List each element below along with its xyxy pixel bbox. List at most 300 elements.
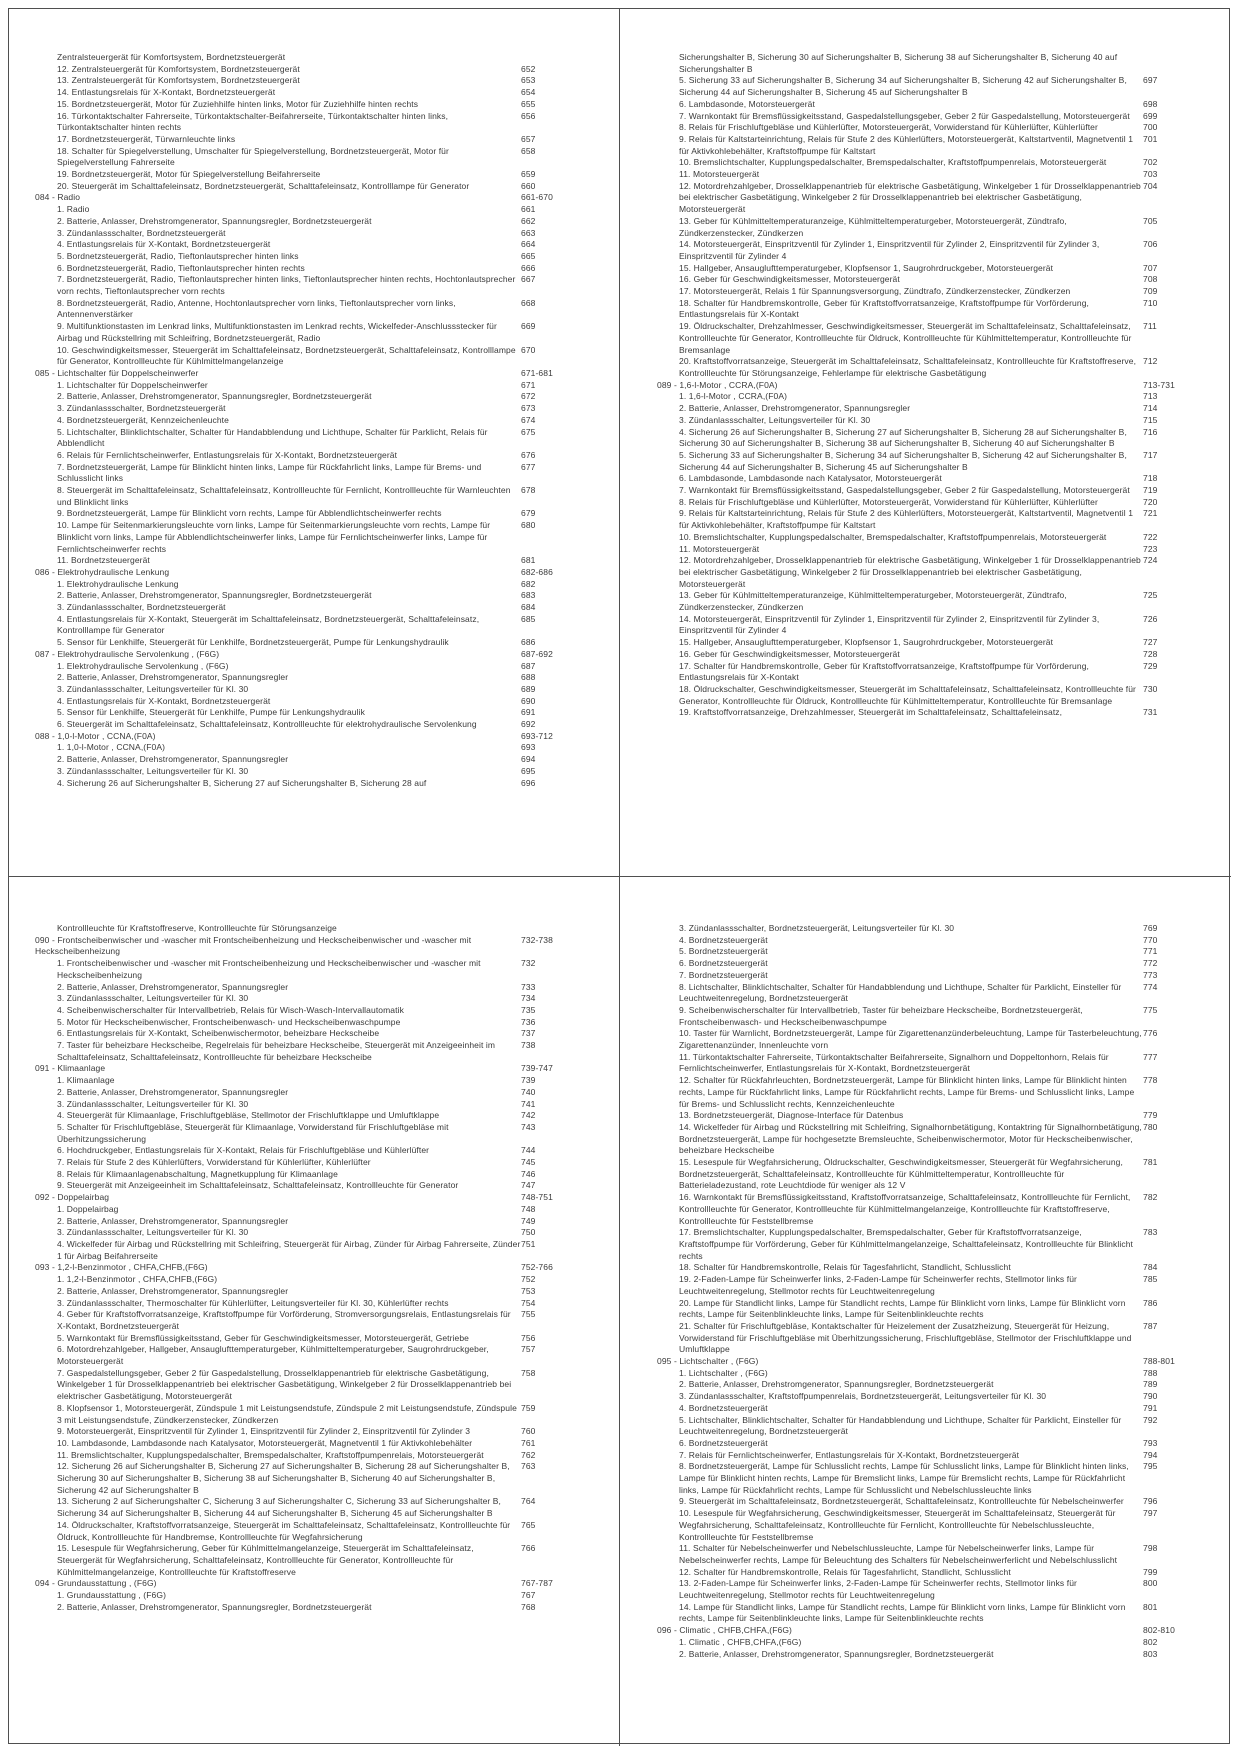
entry-page-number: 703 xyxy=(1143,169,1158,180)
entry-text: 088 - 1,0-l-Motor , CCNA,(F0A) xyxy=(35,730,156,741)
index-entry xyxy=(35,1040,556,1063)
entry-page-number: 683 xyxy=(521,590,536,601)
entry-page-number: 669 xyxy=(521,321,536,332)
index-entry xyxy=(35,1450,556,1462)
entry-text: 7. Bordnetzsteuergerät, Lampe für Blinklicht hinten links, Lampe für Rückfahrlicht links, Lampe für Brems- und Schlusslicht links xyxy=(57,461,482,484)
index-entry xyxy=(35,1333,556,1345)
entry-page-number: 661-670 xyxy=(521,192,553,203)
entry-text: 7. Relais für Fernlichtscheinwerfer, Entlastungsrelais für X-Kontakt, Bordnetzsteuergerät xyxy=(679,1449,1020,1460)
entry-text: 2. Batterie, Anlasser, Drehstromgenerator, Spannungsregler xyxy=(679,403,911,414)
entry-page-number: 670 xyxy=(521,344,536,355)
entry-text: 2. Batterie, Anlasser, Drehstromgenerator, Spannungsregler xyxy=(57,754,289,765)
index-section-header xyxy=(657,1625,1178,1637)
entry-text: 3. Zündanlassschalter, Thermoschalter für Kühlerlüfter, Leitungsverteiler für Kl. 30, Kühlerlüfter rechts xyxy=(57,1297,449,1308)
entry-page-number: 794 xyxy=(1143,1449,1158,1460)
index-entry xyxy=(657,403,1178,415)
index-entry xyxy=(657,157,1178,169)
entry-text: 2. Batterie, Anlasser, Drehstromgenerator, Spannungsregler, Bordnetzsteuergerät xyxy=(57,1601,372,1612)
entry-page-number: 676 xyxy=(521,449,536,460)
entry-page-number: 679 xyxy=(521,508,536,519)
entry-text: 7. Gaspedalstellungsgeber, Geber 2 für Gaspedalstellung, Drosselklappenantrieb für elektrische Gasbetätigung, Winkelgeber 1 für Drosselklappenantrieb bei elektrischer Gasbetätigung, Winkelgeber 2 für Drosselklappenantrieb bei elektrischer Gasbetätigung, Motorsteuergerät xyxy=(57,1367,512,1402)
entry-text: 3. Zündanlassschalter, Leitungsverteiler für Kl. 30 xyxy=(679,414,871,425)
index-entry xyxy=(35,403,556,415)
index-entry xyxy=(657,1403,1178,1415)
entry-page-number: 761 xyxy=(521,1437,536,1448)
index-entry xyxy=(657,216,1178,239)
entry-page-number: 691 xyxy=(521,707,536,718)
index-entry xyxy=(35,1520,556,1543)
entry-page-number: 737 xyxy=(521,1028,536,1039)
entry-page-number: 674 xyxy=(521,414,536,425)
page-top-left xyxy=(35,52,556,789)
entry-page-number: 721 xyxy=(1143,508,1158,519)
entry-page-number: 781 xyxy=(1143,1157,1158,1168)
index-entry xyxy=(657,391,1178,403)
entry-text: 11. Motorsteuergerät xyxy=(679,169,760,180)
entry-text: 085 - Lichtschalter für Doppelscheinwerfer xyxy=(35,367,199,378)
entry-page-number: 801 xyxy=(1143,1601,1158,1612)
entry-page-number: 738 xyxy=(521,1040,536,1051)
index-entry xyxy=(35,590,556,602)
entry-text: 2. Batterie, Anlasser, Drehstromgenerator, Spannungsregler, Bordnetzsteuergerät xyxy=(679,1379,994,1390)
entry-text: 8. Relais für Frischluftgebläse und Kühlerlüfter, Motorsteuergerät, Vorwiderstand für Kühlerlüfter, Kühlerlüfter xyxy=(679,122,1098,133)
entry-page-number: 759 xyxy=(521,1402,536,1413)
index-section-header xyxy=(35,1578,556,1590)
entry-page-number: 733 xyxy=(521,981,536,992)
entry-text: 3. Zündanlassschalter, Bordnetzsteuergerät xyxy=(57,403,226,414)
index-entry xyxy=(657,321,1178,356)
entry-text: 14. Lampe für Standlicht links, Lampe für Standlicht rechts, Lampe für Blinklicht vorn links, Lampe für Blinklicht vorn rechts, Lampe für Seitenblinkleuchte links, Lampe für Seitenblinkleuchte rechts xyxy=(679,1601,1126,1624)
entry-page-number: 690 xyxy=(521,695,536,706)
entry-text: 21. Schalter für Frischluftgebläse, Kontaktschalter für Heizelement der Zusatzheizung, Steuergerät für Heizung, Vorwiderstand für Frischluftgebläse mit Überhitzungssicherung, Frischluftgebläse, Stellmotor der Frischluftklappe und Umluftklappe xyxy=(679,1320,1132,1355)
entry-page-number: 658 xyxy=(521,145,536,156)
entry-page-number: 709 xyxy=(1143,286,1158,297)
index-entry xyxy=(657,1438,1178,1450)
entry-page-number: 704 xyxy=(1143,180,1158,191)
entry-text: 20. Lampe für Standlicht links, Lampe für Standlicht rechts, Lampe für Blinklicht vorn links, Lampe für Blinklicht vorn rechts, Lampe für Seitenblinkleuchte links, Lampe für Seitenblinkleuchte rechts xyxy=(679,1297,1126,1320)
index-entry xyxy=(657,1262,1178,1274)
entry-text: 8. Relais für Frischluftgebläse und Kühlerlüfter, Motorsteuergerät, Vorwiderstand für Kühlerlüfter, Kühlerlüfter xyxy=(679,496,1098,507)
entry-text: 9. Steuergerät mit Anzeigeeinheit im Schalttafeleinsatz, Schalttafeleinsatz, Kontrollleuchte für Generator xyxy=(57,1180,459,1191)
entry-page-number: 668 xyxy=(521,297,536,308)
entry-text: 5. Warnkontakt für Bremsflüssigkeitsstand, Geber für Geschwindigkeitsmesser, Motorsteuergerät, Getriebe xyxy=(57,1332,470,1343)
index-entry xyxy=(35,1099,556,1111)
index-entry xyxy=(35,1087,556,1099)
entry-page-number: 752-766 xyxy=(521,1262,553,1273)
entry-text: 16. Türkontaktschalter Fahrerseite, Türkontaktschalter-Beifahrerseite, Türkontaktschalter hinten links, Türkontaktschalter hinten rechts xyxy=(57,110,449,133)
entry-page-number: 795 xyxy=(1143,1461,1158,1472)
index-entry xyxy=(657,75,1178,98)
index-entry xyxy=(35,602,556,614)
entry-text: 4. Bordnetzsteuergerät xyxy=(679,1402,768,1413)
entry-page-number: 665 xyxy=(521,250,536,261)
entry-text: 5. Bordnetzsteuergerät, Radio, Tieftonlautsprecher hinten links xyxy=(57,250,299,261)
entry-page-number: 739 xyxy=(521,1075,536,1086)
entry-page-number: 728 xyxy=(1143,648,1158,659)
entry-page-number: 800 xyxy=(1143,1578,1158,1589)
entry-page-number: 692 xyxy=(521,719,536,730)
index-entry xyxy=(35,321,556,344)
page-bottom-left xyxy=(35,923,556,1613)
entry-page-number: 735 xyxy=(521,1004,536,1015)
entry-text: 9. Bordnetzsteuergerät, Lampe für Blinklicht vorn rechts, Lampe für Abblendlichtscheinwerfer rechts xyxy=(57,508,442,519)
entry-page-number: 698 xyxy=(1143,98,1158,109)
entry-page-number: 799 xyxy=(1143,1566,1158,1577)
entry-page-number: 745 xyxy=(521,1157,536,1168)
index-entry xyxy=(35,274,556,297)
entry-text: 14. Motorsteuergerät, Einspritzventil für Zylinder 1, Einspritzventil für Zylinder 2, Einspritzventil für Zylinder 3, Einspritzventil für Zylinder 4 xyxy=(679,239,1100,261)
entry-text: 6. Entlastungsrelais für X-Kontakt, Scheibenwischermotor, beheizbare Heckscheibe xyxy=(57,1028,380,1039)
index-entry xyxy=(657,427,1178,450)
entry-page-number: 687-692 xyxy=(521,648,553,659)
entry-page-number: 747 xyxy=(521,1180,536,1191)
entry-page-number: 681 xyxy=(521,555,536,566)
entry-page-number: 666 xyxy=(521,262,536,273)
entry-text: 5. Bordnetzsteuergerät xyxy=(679,946,768,957)
entry-text: 2. Batterie, Anlasser, Drehstromgenerator, Spannungsregler xyxy=(57,1215,289,1226)
index-entry xyxy=(35,993,556,1005)
index-entry xyxy=(35,661,556,673)
index-entry xyxy=(35,99,556,111)
entry-text: 087 - Elektrohydraulische Servolenkung , (F6G) xyxy=(35,648,220,659)
entry-page-number: 712 xyxy=(1143,356,1158,367)
entry-page-number: 754 xyxy=(521,1297,536,1308)
index-entry xyxy=(35,1028,556,1040)
index-entry xyxy=(35,345,556,368)
entry-page-number: 768 xyxy=(521,1601,536,1612)
entry-page-number: 713 xyxy=(1143,391,1158,402)
index-entry xyxy=(657,590,1178,613)
entry-text: 6. Hochdruckgeber, Entlastungsrelais für X-Kontakt, Relais für Frischluftgebläse und Kühlerlüfter xyxy=(57,1145,430,1156)
entry-text: 3. Zündanlassschalter, Leitungsverteiler für Kl. 30 xyxy=(57,1098,249,1109)
entry-text: 1. Radio xyxy=(57,204,90,215)
entry-text: Kontrollleuchte für Kraftstoffreserve, Kontrollleuchte für Störungsanzeige xyxy=(57,923,337,933)
entry-page-number: 672 xyxy=(521,391,536,402)
index-entry xyxy=(657,298,1178,321)
index-entry xyxy=(657,169,1178,181)
index-entry xyxy=(657,263,1178,275)
entry-text: 12. Schalter für Handbremskontrolle, Relais für Tagesfahrlicht, Standlicht, Schlusslicht xyxy=(679,1566,1011,1577)
index-entry xyxy=(657,1496,1178,1508)
entry-page-number: 695 xyxy=(521,765,536,776)
entry-page-number: 717 xyxy=(1143,449,1158,460)
entry-text: 3. Zündanlassschalter, Bordnetzsteuergerät xyxy=(57,227,226,238)
index-entry xyxy=(35,766,556,778)
entry-text: 14. Öldruckschalter, Kraftstoffvorratsanzeige, Steuergerät im Schalttafeleinsatz, Schalttafeleinsatz, Kontrollleuchte für Öldruck, Kontrollleuchte für Handbremse, Kontrollleuchte für Wegfahrsicherung xyxy=(57,1519,511,1542)
entry-text: 12. Motordrehzahlgeber, Drosselklappenantrieb für elektrische Gasbetätigung, Winkelgeber 1 für Drosselklappenantrieb bei elektrischer Gasbetätigung, Winkelgeber 2 für Drosselklappenantrieb bei elektrischer Gasbetätigung, Motorsteuergerät xyxy=(679,180,1141,215)
index-entry xyxy=(35,1344,556,1367)
entry-text: 15. Lesespule für Wegfahrsicherung, Geber für Kühlmittelmangelanzeige, Steuergerät im Schalttafeleinsatz, Steuergerät für Wegfahrsicherung, Schalttafeleinsatz, Kontrollleuchte für Generator, Kontrollleuchte für Kühlmittelmangelanzeige, Kontrollleuchte für Kraftstoffreserve xyxy=(57,1543,474,1577)
index-entry xyxy=(35,1426,556,1438)
entry-text: 5. Sicherung 33 auf Sicherungshalter B, Sicherung 34 auf Sicherungshalter B, Sicherung 42 auf Sicherungshalter B, Sicherung 44 auf Sicherungshalter B, Sicherung 45 auf Sicherungshalter B xyxy=(679,449,1127,472)
entry-text: 8. Steuergerät im Schalttafeleinsatz, Schalttafeleinsatz, Kontrollleuchte für Fernlicht, Kontrollleuchte für Warnleuchten und Blinklicht links xyxy=(57,485,511,507)
entry-text: 3. Zündanlassschalter, Leitungsverteiler für Kl. 30 xyxy=(57,765,249,776)
entry-text: 12. Zentralsteuergerät für Komfortsystem, Bordnetzsteuergerät xyxy=(57,63,300,74)
entry-page-number: 770 xyxy=(1143,934,1158,945)
entry-text: 14. Motorsteuergerät, Einspritzventil für Zylinder 1, Einspritzventil für Zylinder 2, Einspritzventil für Zylinder 3, Einspritzventil für Zylinder 4 xyxy=(679,613,1100,636)
entry-text: 4. Entlastungsrelais für X-Kontakt, Steuergerät im Schalttafeleinsatz, Bordnetzsteuergerät, Schalttafeleinsatz, Kontrolllampe für Generator xyxy=(57,613,480,636)
entry-page-number: 766 xyxy=(521,1543,536,1554)
entry-text: 5. Motor für Heckscheibenwischer, Frontscheibenwasch- und Heckscheibenwaschpumpe xyxy=(57,1016,401,1027)
entry-page-number: 662 xyxy=(521,215,536,226)
entry-page-number: 743 xyxy=(521,1121,536,1132)
entry-text: 19. Bordnetzsteuergerät, Motor für Spiegelverstellung Beifahrerseite xyxy=(57,169,321,180)
index-entry xyxy=(35,684,556,696)
entry-text: 12. Motordrehzahlgeber, Drosselklappenantrieb für elektrische Gasbetätigung, Winkelgeber 1 für Drosselklappenantrieb bei elektrischer Gasbetätigung, Winkelgeber 2 für Drosselklappenantrieb bei elektrischer Gasbetätigung, Motorsteuergerät xyxy=(679,555,1141,589)
entry-page-number: 677 xyxy=(521,461,536,472)
entry-page-number: 748 xyxy=(521,1203,536,1214)
index-entry xyxy=(35,1169,556,1181)
entry-page-number: 715 xyxy=(1143,414,1158,425)
entry-text: 10. Lampe für Seitenmarkierungsleuchte vorn links, Lampe für Seitenmarkierungsleuchte vorn rechts, Lampe für Blinklicht vorn links, Lampe für Abblendlichtscheinwerfer links, Lampe für Fernlichtscheinwerfer links, Lampe für Fernlichtscheinwerfer rechts xyxy=(57,520,491,554)
entry-text: 18. Schalter für Spiegelverstellung, Umschalter für Spiegelverstellung, Bordnetzsteuergerät, Motor für Spiegelverstellung Fahrerseite xyxy=(57,145,449,168)
index-entry xyxy=(35,579,556,591)
entry-text: 1. Grundausstattung , (F6G) xyxy=(57,1590,166,1601)
entry-page-number: 792 xyxy=(1143,1414,1158,1425)
entry-page-number: 657 xyxy=(521,133,536,144)
entry-text: 14. Wickelfeder für Airbag und Rückstellring mit Schleifring, Signalhornbetätigung, Kontaktring für Signalhornbetätigung, Bordnetzsteuergerät, Lampe für hochgesetzte Bremsleuchte, Scheibenwischermotor, Motor für Heckscheibenwischer, beheizbare Heckscheibe xyxy=(679,1121,1142,1156)
index-entry xyxy=(35,1157,556,1169)
entry-text: 2. Batterie, Anlasser, Drehstromgenerator, Spannungsregler, Bordnetzsteuergerät xyxy=(57,215,372,226)
index-entry xyxy=(657,923,1178,935)
entry-page-number: 769 xyxy=(1143,923,1158,933)
entry-text: 14. Entlastungsrelais für X-Kontakt, Bordnetzsteuergerät xyxy=(57,87,276,98)
entry-text: 13. Geber für Kühlmitteltemperaturanzeige, Kühlmitteltemperaturgeber, Motorsteuergerät, Zündtrafo, Zündkerzenstecker, Zündkerzen xyxy=(679,215,1067,238)
index-entry xyxy=(35,111,556,134)
entry-page-number: 675 xyxy=(521,426,536,437)
entry-text: 18. Schalter für Handbremskontrolle, Geber für Kraftstoffvorratsanzeige, Kraftstoffpumpe für Vorförderung, Entlastungsrelais für X-Kontakt xyxy=(679,297,1089,320)
entry-page-number: 725 xyxy=(1143,590,1158,601)
entry-page-number: 777 xyxy=(1143,1051,1158,1062)
entry-text: 17. Bremslichtschalter, Kupplungspedalschalter, Bremspedalschalter, Geber für Kraftstoffvorratsanzeige, Kraftstoffpumpe für Vorförderung, Geber für Kühlmittelmangelanzeige, Schalttafeleinsatz, Kontrollleuchte für Blinklicht rechts xyxy=(679,1227,1133,1261)
entry-page-number: 796 xyxy=(1143,1496,1158,1507)
entry-text: 7. Bordnetzsteuergerät xyxy=(679,969,768,980)
index-entry xyxy=(35,1122,556,1145)
index-entry xyxy=(657,1415,1178,1438)
entry-page-number: 660 xyxy=(521,180,536,191)
entry-page-number: 671 xyxy=(521,379,536,390)
entry-text: 6. Bordnetzsteuergerät, Radio, Tieftonlautsprecher hinten rechts xyxy=(57,262,305,273)
index-entry xyxy=(657,99,1178,111)
entry-text: 6. Steuergerät im Schalttafeleinsatz, Schalttafeleinsatz, Kontrollleuchte für elektrohydraulische Servolenkung xyxy=(57,719,477,730)
entry-text: 9. Steuergerät im Schalttafeleinsatz, Bordnetzsteuergerät, Schalttafeleinsatz, Kontrollleuchte für Nebelscheinwerfer xyxy=(679,1496,1124,1507)
entry-page-number: 734 xyxy=(521,993,536,1004)
index-entry xyxy=(657,122,1178,134)
entry-text: 11. Bremslichtschalter, Kupplungspedalschalter, Bremspedalschalter, Kraftstoffpumpenrelais, Motorsteuergerät xyxy=(57,1449,484,1460)
entry-text: 6. Bordnetzsteuergerät xyxy=(679,958,768,969)
index-entry xyxy=(657,1649,1178,1661)
index-entry xyxy=(657,52,1178,75)
index-entry xyxy=(35,1438,556,1450)
entry-text: 5. Schalter für Frischluftgebläse, Steuergerät für Klimaanlage, Vorwiderstand für Frischluftgebläse mit Überhitzungssicherung xyxy=(57,1121,449,1144)
index-entry xyxy=(657,1157,1178,1192)
index-section-header xyxy=(657,380,1178,392)
entry-text: 8. Relais für Klimaanlagenabschaltung, Magnetkupplung für Klimaanlage xyxy=(57,1168,338,1179)
entry-text: 19. Kraftstoffvorratsanzeige, Drehzahlmesser, Steuergerät im Schalttafeleinsatz, Schalttafeleinsatz, xyxy=(679,707,1063,718)
index-entry xyxy=(35,462,556,485)
entry-text: 094 - Grundausstattung , (F6G) xyxy=(35,1578,157,1589)
entry-text: 10. Lambdasonde, Lambdasonde nach Katalysator, Motorsteuergerät, Magnetventil 1 für Aktivkohlebehälter xyxy=(57,1437,473,1448)
index-entry xyxy=(657,1508,1178,1543)
entry-text: 1. Elektrohydraulische Servolenkung , (F6G) xyxy=(57,660,229,671)
entry-text: 8. Bordnetzsteuergerät, Radio, Antenne, Hochtonlautsprecher vorn links, Tieftonlautsprecher vorn links, Antennenverstärker xyxy=(57,297,456,320)
entry-page-number: 706 xyxy=(1143,239,1158,250)
index-entry xyxy=(35,719,556,731)
entry-page-number: 793 xyxy=(1143,1437,1158,1448)
entry-text: 15. Hallgeber, Ansauglufttemperaturgeber, Klopfsensor 1, Saugrohrdruckgeber, Motorsteuergerät xyxy=(679,262,1054,273)
index-entry xyxy=(35,1274,556,1286)
entry-text: 6. Relais für Fernlichtscheinwerfer, Entlastungsrelais für X-Kontakt, Bordnetzsteuergerät xyxy=(57,449,398,460)
index-entry xyxy=(35,958,556,981)
entry-page-number: 694 xyxy=(521,754,536,765)
entry-page-number: 764 xyxy=(521,1496,536,1507)
index-entry xyxy=(35,380,556,392)
entry-text: 7. Warnkontakt für Bremsflüssigkeitsstand, Gaspedalstellungsgeber, Geber 2 für Gaspedalstellung, Motorsteuergerät xyxy=(679,110,1130,121)
index-entry xyxy=(35,637,556,649)
entry-text: 084 - Radio xyxy=(35,192,81,203)
entry-text: 13. 2-Faden-Lampe für Scheinwerfer links, 2-Faden-Lampe für Scheinwerfer rechts, Stellmotor links für Leuchtweitenregelung, Stellmotor rechts für Leuchtweitenregelung xyxy=(679,1578,1077,1601)
index-entry xyxy=(657,614,1178,637)
index-entry xyxy=(35,614,556,637)
entry-page-number: 802-810 xyxy=(1143,1625,1175,1636)
entry-page-number: 719 xyxy=(1143,485,1158,496)
entry-text: 1. Elektrohydraulische Lenkung xyxy=(57,578,179,589)
index-section-header xyxy=(657,1356,1178,1368)
index-section-header xyxy=(35,1192,556,1204)
index-entry xyxy=(657,1637,1178,1649)
entry-page-number: 652 xyxy=(521,63,536,74)
index-entry xyxy=(35,555,556,567)
entry-page-number: 744 xyxy=(521,1145,536,1156)
index-entry xyxy=(35,778,556,790)
entry-text: 6. Lambdasonde, Lambdasonde nach Katalysator, Motorsteuergerät xyxy=(679,473,942,484)
entry-page-number: 773 xyxy=(1143,969,1158,980)
index-entry xyxy=(35,1239,556,1262)
index-entry xyxy=(657,1321,1178,1356)
entry-text: 4. Entlastungsrelais für X-Kontakt, Bordnetzsteuergerät xyxy=(57,239,271,250)
entry-page-number: 731 xyxy=(1143,707,1158,718)
entry-page-number: 756 xyxy=(521,1332,536,1343)
entry-text: 9. Relais für Kaltstarteinrichtung, Relais für Stufe 2 des Kühlerlüfters, Motorsteuergerät, Kaltstartventil, Magnetventil 1 für Aktivkohlebehälter, Kraftstoffpumpe für Kaltstart xyxy=(679,133,1134,156)
entry-text: 15. Lesespule für Wegfahrsicherung, Öldruckschalter, Geschwindigkeitsmesser, Steuergerät für Wegfahrsicherung, Bordnetzsteuergerät, Schalttafeleinsatz, Kontrollleuchte für Kühlmitteltemperatur, Kontrollleuchte für Batterieladezustand, rote Leuchtdiode für weniger als 12 V xyxy=(679,1157,1123,1191)
entry-text: 17. Motorsteuergerät, Relais 1 für Spannungsversorgung, Zündtrafo, Zündkerzenstecker, Zündkerzen xyxy=(679,286,1071,297)
index-entry xyxy=(657,508,1178,531)
entry-page-number: 758 xyxy=(521,1367,536,1378)
entry-page-number: 718 xyxy=(1143,473,1158,484)
index-entry xyxy=(657,1461,1178,1496)
index-entry xyxy=(35,181,556,193)
index-entry xyxy=(35,923,556,935)
index-entry xyxy=(657,661,1178,684)
index-entry xyxy=(657,1578,1178,1601)
entry-text: 10. Lesespule für Wegfahrsicherung, Geschwindigkeitsmesser, Steuergerät im Schalttafeleinsatz, Steuergerät für Wegfahrsicherung, Schalttafeleinsatz, Kontrollleuchte für Fernlicht, Kontrollleuchte für Nebelschlussleuchte, Kontrollleuchte für Feststellbremse xyxy=(679,1508,1116,1542)
entry-page-number: 765 xyxy=(521,1519,536,1530)
entry-text: 6. Bordnetzsteuergerät xyxy=(679,1437,768,1448)
entry-text: 13. Zentralsteuergerät für Komfortsystem, Bordnetzsteuergerät xyxy=(57,75,300,86)
entry-text: 1. Climatic , CHFB,CHFA,(F6G) xyxy=(679,1636,802,1647)
index-section-header xyxy=(35,935,556,958)
index-entry xyxy=(35,204,556,216)
index-entry xyxy=(657,473,1178,485)
entry-text: 3. Zündanlassschalter, Leitungsverteiler für Kl. 30 xyxy=(57,1227,249,1238)
entry-text: 4. Geber für Kraftstoffvorratsanzeige, Kraftstoffpumpe für Vorförderung, Stromversorgungsrelais, Entlastungsrelais für X-Kontakt, Bordnetzsteuergerät xyxy=(57,1309,511,1331)
entry-page-number: 661 xyxy=(521,204,536,215)
entry-page-number: 663 xyxy=(521,227,536,238)
entry-page-number: 783 xyxy=(1143,1227,1158,1238)
index-entry xyxy=(657,1274,1178,1297)
entry-page-number: 682 xyxy=(521,578,536,589)
entry-page-number: 752 xyxy=(521,1274,536,1285)
index-entry xyxy=(657,239,1178,262)
index-entry xyxy=(657,356,1178,379)
index-entry xyxy=(657,1391,1178,1403)
entry-page-number: 673 xyxy=(521,403,536,414)
entry-page-number: 726 xyxy=(1143,613,1158,624)
horizontal-page-divider xyxy=(8,876,1231,877)
entry-page-number: 729 xyxy=(1143,660,1158,671)
entry-text: 10. Geschwindigkeitsmesser, Steuergerät im Schalttafeleinsatz, Bordnetzsteuergerät, Schalttafeleinsatz, Kontrolllampe für Generator, Kontrollleuchte für Kühlmittelmangelanzeige xyxy=(57,344,516,367)
entry-text: 086 - Elektrohydraulische Lenkung xyxy=(35,566,170,577)
entry-text: 5. Sensor für Lenkhilfe, Steuergerät für Lenkhilfe, Bordnetzsteuergerät, Pumpe für Lenkungshydraulik xyxy=(57,637,449,648)
entry-text: 10. Bremslichtschalter, Kupplungspedalschalter, Bremspedalschalter, Kraftstoffpumpenrelais, Motorsteuergerät xyxy=(679,531,1107,542)
entry-page-number: 746 xyxy=(521,1168,536,1179)
vertical-page-divider xyxy=(619,8,620,1746)
entry-page-number: 711 xyxy=(1143,321,1157,332)
entry-text: 12. Sicherung 26 auf Sicherungshalter B, Sicherung 27 auf Sicherungshalter B, Sicherung 28 auf Sicherungshalter B, Sicherung 30 auf Sicherungshalter B, Sicherung 38 auf Sicherungshalter B, Sicherung 40 auf Sicherungshalter B, Sicherung 42 auf Sicherungshalter B xyxy=(57,1461,510,1495)
entry-page-number: 785 xyxy=(1143,1274,1158,1285)
index-entry xyxy=(657,1005,1178,1028)
index-entry xyxy=(657,1227,1178,1262)
index-entry xyxy=(35,1309,556,1332)
index-entry xyxy=(35,1461,556,1496)
entry-text: 13. Sicherung 2 auf Sicherungshalter C, Sicherung 3 auf Sicherungshalter C, Sicherung 33 auf Sicherungshalter B, Sicherung 34 auf Sicherungshalter B, Sicherung 44 auf Sicherungshalter B, Sicherung 45 auf Sicherungshalter B xyxy=(57,1496,502,1519)
entry-text: 4. Wickelfeder für Airbag und Rückstellring mit Schleifring, Steuergerät für Airbag, Zünder für Airbag Fahrerseite, Zünder 1 für Airbag Beifahrerseite xyxy=(57,1238,521,1261)
entry-page-number: 667 xyxy=(521,274,536,285)
entry-page-number: 748-751 xyxy=(521,1192,553,1203)
entry-page-number: 790 xyxy=(1143,1391,1158,1402)
index-entry xyxy=(657,1122,1178,1157)
index-entry xyxy=(657,111,1178,123)
entry-text: 17. Schalter für Handbremskontrolle, Geber für Kraftstoffvorratsanzeige, Kraftstoffpumpe für Vorförderung, Entlastungsrelais für X-Kontakt xyxy=(679,660,1089,683)
entry-text: 093 - 1,2-l-Benzinmotor , CHFA,CHFB,(F6G) xyxy=(35,1262,208,1273)
index-section-header xyxy=(35,567,556,579)
index-entry xyxy=(35,1017,556,1029)
entry-page-number: 684 xyxy=(521,602,536,613)
entry-text: 096 - Climatic , CHFB,CHFA,(F6G) xyxy=(657,1625,792,1636)
index-entry xyxy=(657,1379,1178,1391)
entry-text: 2. Batterie, Anlasser, Drehstromgenerator, Spannungsregler, Bordnetzsteuergerät xyxy=(57,391,372,402)
entry-text: 1. Lichtschalter für Doppelscheinwerfer xyxy=(57,379,208,390)
index-entry xyxy=(657,181,1178,216)
entry-page-number: 655 xyxy=(521,98,536,109)
index-entry xyxy=(35,1180,556,1192)
index-entry xyxy=(35,1145,556,1157)
index-entry xyxy=(35,1204,556,1216)
entry-page-number: 751 xyxy=(521,1238,536,1249)
index-entry xyxy=(657,982,1178,1005)
entry-page-number: 707 xyxy=(1143,262,1158,273)
entry-text: 18. Öldruckschalter, Geschwindigkeitsmesser, Steuergerät im Schalttafeleinsatz, Schalttafeleinsatz, Kontrollleuchte für Generator, Kontrollleuchte für Öldruck, Kontrollleuchte für Kühlmitteltemperatur, Kontrollleuchte für Bremsanlage xyxy=(679,683,1136,706)
index-entry xyxy=(35,485,556,508)
entry-text: 4. Bordnetzsteuergerät, Kennzeichenleuchte xyxy=(57,414,229,425)
entry-text: 4. Scheibenwischerschalter für Intervallbetrieb, Relais für Wisch-Wasch-Intervallautomatik xyxy=(57,1004,404,1015)
entry-page-number: 710 xyxy=(1143,297,1158,308)
entry-page-number: 762 xyxy=(521,1449,536,1460)
index-entry xyxy=(35,228,556,240)
index-entry xyxy=(35,1227,556,1239)
entry-text: 10. Bremslichtschalter, Kupplungspedalschalter, Bremspedalschalter, Kraftstoffpumpenrelais, Motorsteuergerät xyxy=(679,157,1107,168)
entry-page-number: 788-801 xyxy=(1143,1356,1175,1367)
